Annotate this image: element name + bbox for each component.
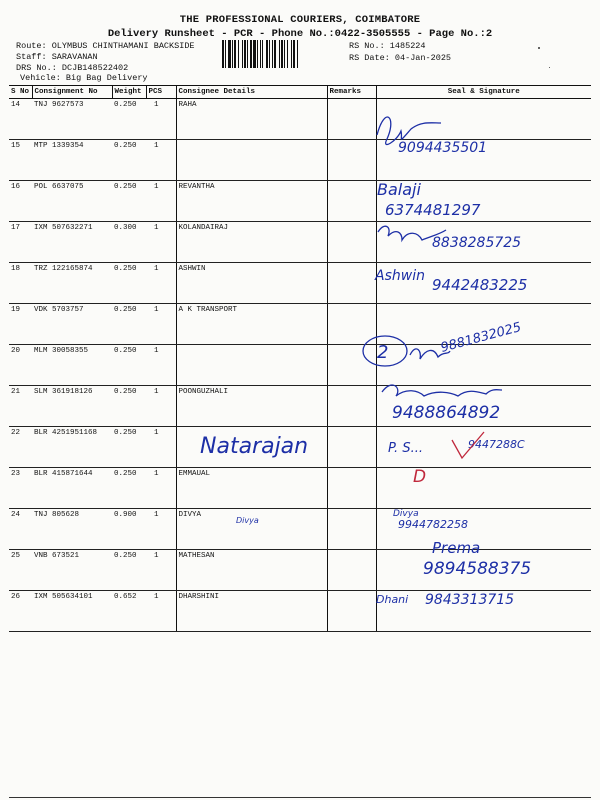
cell-consignment-no: VDK 5703757 [32,304,112,345]
barcode-bar [244,40,246,68]
cell-sno: 16 [9,181,32,222]
cell-consignment-no: MLM 30058355 [32,345,112,386]
vehicle-label: Vehicle: Big Bag Delivery [20,73,148,83]
cell-sno: 19 [9,304,32,345]
cell-consignment-no: TNJ 9627573 [32,99,112,140]
cell-remarks [327,468,376,509]
cell-consignment-no: IXM 507632271 [32,222,112,263]
cell-consignee: MATHESAN [176,550,327,591]
cell-seal-signature [376,591,591,632]
hw-r25-phone: 9894588375 [423,559,532,579]
cell-consignee [176,427,327,468]
staff-label: Staff: SARAVANAN [16,52,98,62]
cell-seal-signature [376,386,591,427]
cell-consignment-no: BLR 415871644 [32,468,112,509]
cell-remarks [327,591,376,632]
col-weight: Weight [112,86,146,99]
cell-consignment-no: SLM 361918126 [32,386,112,427]
table-row [9,222,591,263]
cell-pcs: 1 [146,263,176,304]
barcode-bar [279,40,280,68]
barcode-bar [260,40,261,68]
cell-seal-signature [376,468,591,509]
cell-weight: 0.250 [112,263,146,304]
hw-r15: 9094435501 [398,140,488,156]
barcode-bar [247,40,248,68]
table-row [9,263,591,304]
table-row [9,468,591,509]
cell-consignee [176,345,327,386]
cell-consignee: REVANTHA [176,181,327,222]
table-row [9,386,591,427]
cell-sno: 23 [9,468,32,509]
col-remarks: Remarks [327,86,376,99]
barcode-bar [274,40,276,68]
cell-pcs: 1 [146,181,176,222]
table-header-row [9,86,591,99]
table-row [9,509,591,550]
cell-consignment-no: TNJ 805628 [32,509,112,550]
table-row [9,99,591,140]
hw-r26-name: Dhani [376,593,409,606]
cell-remarks [327,99,376,140]
hw-r17: 8838285725 [432,235,522,251]
cell-pcs: 1 [146,509,176,550]
cell-sno: 24 [9,509,32,550]
cell-consignment-no: MTP 1339354 [32,140,112,181]
cell-weight: 0.250 [112,181,146,222]
cell-seal-signature [376,550,591,591]
cell-remarks [327,181,376,222]
cell-remarks [327,550,376,591]
hw-r24-name: Divya [393,509,419,519]
rs-number: RS No.: 1485224 [349,41,426,51]
cell-remarks [327,509,376,550]
page-bottom-rule [9,797,591,798]
table-row [9,591,591,632]
hw-r21: 9488864892 [392,403,501,423]
table-row [9,304,591,345]
cell-consignee: A K TRANSPORT [176,304,327,345]
barcode-bar [281,40,283,68]
cell-weight: 0.250 [112,386,146,427]
cell-sno: 18 [9,263,32,304]
cell-sno: 20 [9,345,32,386]
cell-consignee [176,140,327,181]
runsheet-subtitle: Delivery Runsheet - PCR - Phone No.:0422-3505555 - Page No.:2 [107,28,493,40]
cell-consignment-no: POL 6637075 [32,181,112,222]
col-consignee: Consignee Details [176,86,327,99]
runsheet-table [9,85,591,632]
barcode-bar [293,40,295,68]
cell-remarks [327,263,376,304]
hw-r23-sig: P. S... [388,441,423,456]
cell-weight: 0.652 [112,591,146,632]
cell-consignee: POONGUZHALI [176,386,327,427]
cell-weight: 0.300 [112,222,146,263]
hw-r16-name: Balaji [377,180,421,199]
cell-weight: 0.250 [112,345,146,386]
cell-seal-signature [376,99,591,140]
hw-r22-name: Natarajan [200,434,309,459]
col-pcs: PCS [146,86,176,99]
cell-weight: 0.250 [112,550,146,591]
barcode-bar [225,40,226,68]
cell-weight: 0.250 [112,304,146,345]
cell-consignee: ASHWIN [176,263,327,304]
cell-sno: 21 [9,386,32,427]
cell-pcs: 1 [146,222,176,263]
cell-seal-signature [376,140,591,181]
cell-remarks [327,386,376,427]
cell-weight: 0.250 [112,427,146,468]
cell-consignment-no: IXM 505634101 [32,591,112,632]
col-sno: S No [9,86,32,99]
company-title: THE PROFESSIONAL COURIERS, COIMBATORE [179,14,421,26]
cell-pcs: 1 [146,550,176,591]
barcode-bar [250,40,252,68]
cell-consignee: DHARSHINI [176,591,327,632]
hw-r25-name: Prema [432,539,481,557]
cell-seal-signature [376,427,591,468]
table-row [9,140,591,181]
col-consignment: Consignment No [32,86,112,99]
route-label: Route: OLYMBUS CHINTHAMANI BACKSIDE [16,41,195,51]
cell-sno: 26 [9,591,32,632]
barcode-bar [262,40,263,68]
cell-consignee: KOLANDAIRAJ [176,222,327,263]
drs-number: DRS No.: DCJB148522402 [16,63,129,73]
cell-consignee: DIVYA [176,509,327,550]
cell-consignee: RAHA [176,99,327,140]
cell-remarks [327,140,376,181]
table-row [9,550,591,591]
barcode-bar [222,40,224,68]
barcode-bar [242,40,243,68]
hw-r19-mark: 2 [377,342,389,363]
hw-r24-phone: 9944782258 [398,518,468,531]
cell-pcs: 1 [146,140,176,181]
cell-consignment-no: BLR 4251951168 [32,427,112,468]
cell-consignment-no: VNB 673521 [32,550,112,591]
scan-speck [549,67,550,68]
cell-pcs: 1 [146,386,176,427]
cell-seal-signature [376,263,591,304]
hw-r18-name: Ashwin [375,268,425,284]
barcode-bar [228,40,231,68]
barcode [222,40,340,68]
cell-seal-signature [376,345,591,386]
barcode-bar [297,40,298,68]
cell-seal-signature [376,304,591,345]
barcode-bar [272,40,273,68]
col-seal: Seal & Signature [376,86,591,99]
hw-r26-phone: 9843313715 [425,592,515,608]
table-row [9,345,591,386]
scan-speck [538,47,540,49]
cell-weight: 0.250 [112,140,146,181]
cell-remarks [327,222,376,263]
hw-r18-phone: 9442483225 [432,276,528,294]
cell-sno: 22 [9,427,32,468]
cell-consignee: EMMAUAL [176,468,327,509]
cell-pcs: 1 [146,304,176,345]
cell-remarks [327,304,376,345]
cell-weight: 0.250 [112,468,146,509]
cell-sno: 15 [9,140,32,181]
barcode-bar [232,40,233,68]
cell-pcs: 1 [146,99,176,140]
barcode-bar [269,40,270,68]
hw-r23-mark: D [413,467,427,487]
barcode-bar [257,40,258,68]
cell-pcs: 1 [146,427,176,468]
hw-r22-phone: 9447288C [468,438,525,451]
rs-date: RS Date: 04-Jan-2025 [349,53,452,63]
barcode-bar [284,40,285,68]
barcode-bar [238,40,239,68]
table-row [9,427,591,468]
cell-seal-signature [376,222,591,263]
barcode-bar [291,40,292,68]
cell-seal-signature [376,181,591,222]
barcode-bar [287,40,288,68]
barcode-bar [266,40,268,68]
cell-sno: 25 [9,550,32,591]
hw-r16-phone: 6374481297 [385,201,481,219]
barcode-bar [253,40,256,68]
cell-weight: 0.250 [112,99,146,140]
hw-divya-note: Divya [236,516,259,525]
cell-sno: 17 [9,222,32,263]
cell-consignment-no: TRZ 122165874 [32,263,112,304]
barcode-bar [234,40,236,68]
cell-pcs: 1 [146,345,176,386]
cell-remarks [327,345,376,386]
cell-seal-signature [376,509,591,550]
table-row [9,181,591,222]
hw-r20: 9881832025 [439,319,523,356]
cell-remarks [327,427,376,468]
cell-pcs: 1 [146,591,176,632]
cell-sno: 14 [9,99,32,140]
cell-weight: 0.900 [112,509,146,550]
cell-pcs: 1 [146,468,176,509]
